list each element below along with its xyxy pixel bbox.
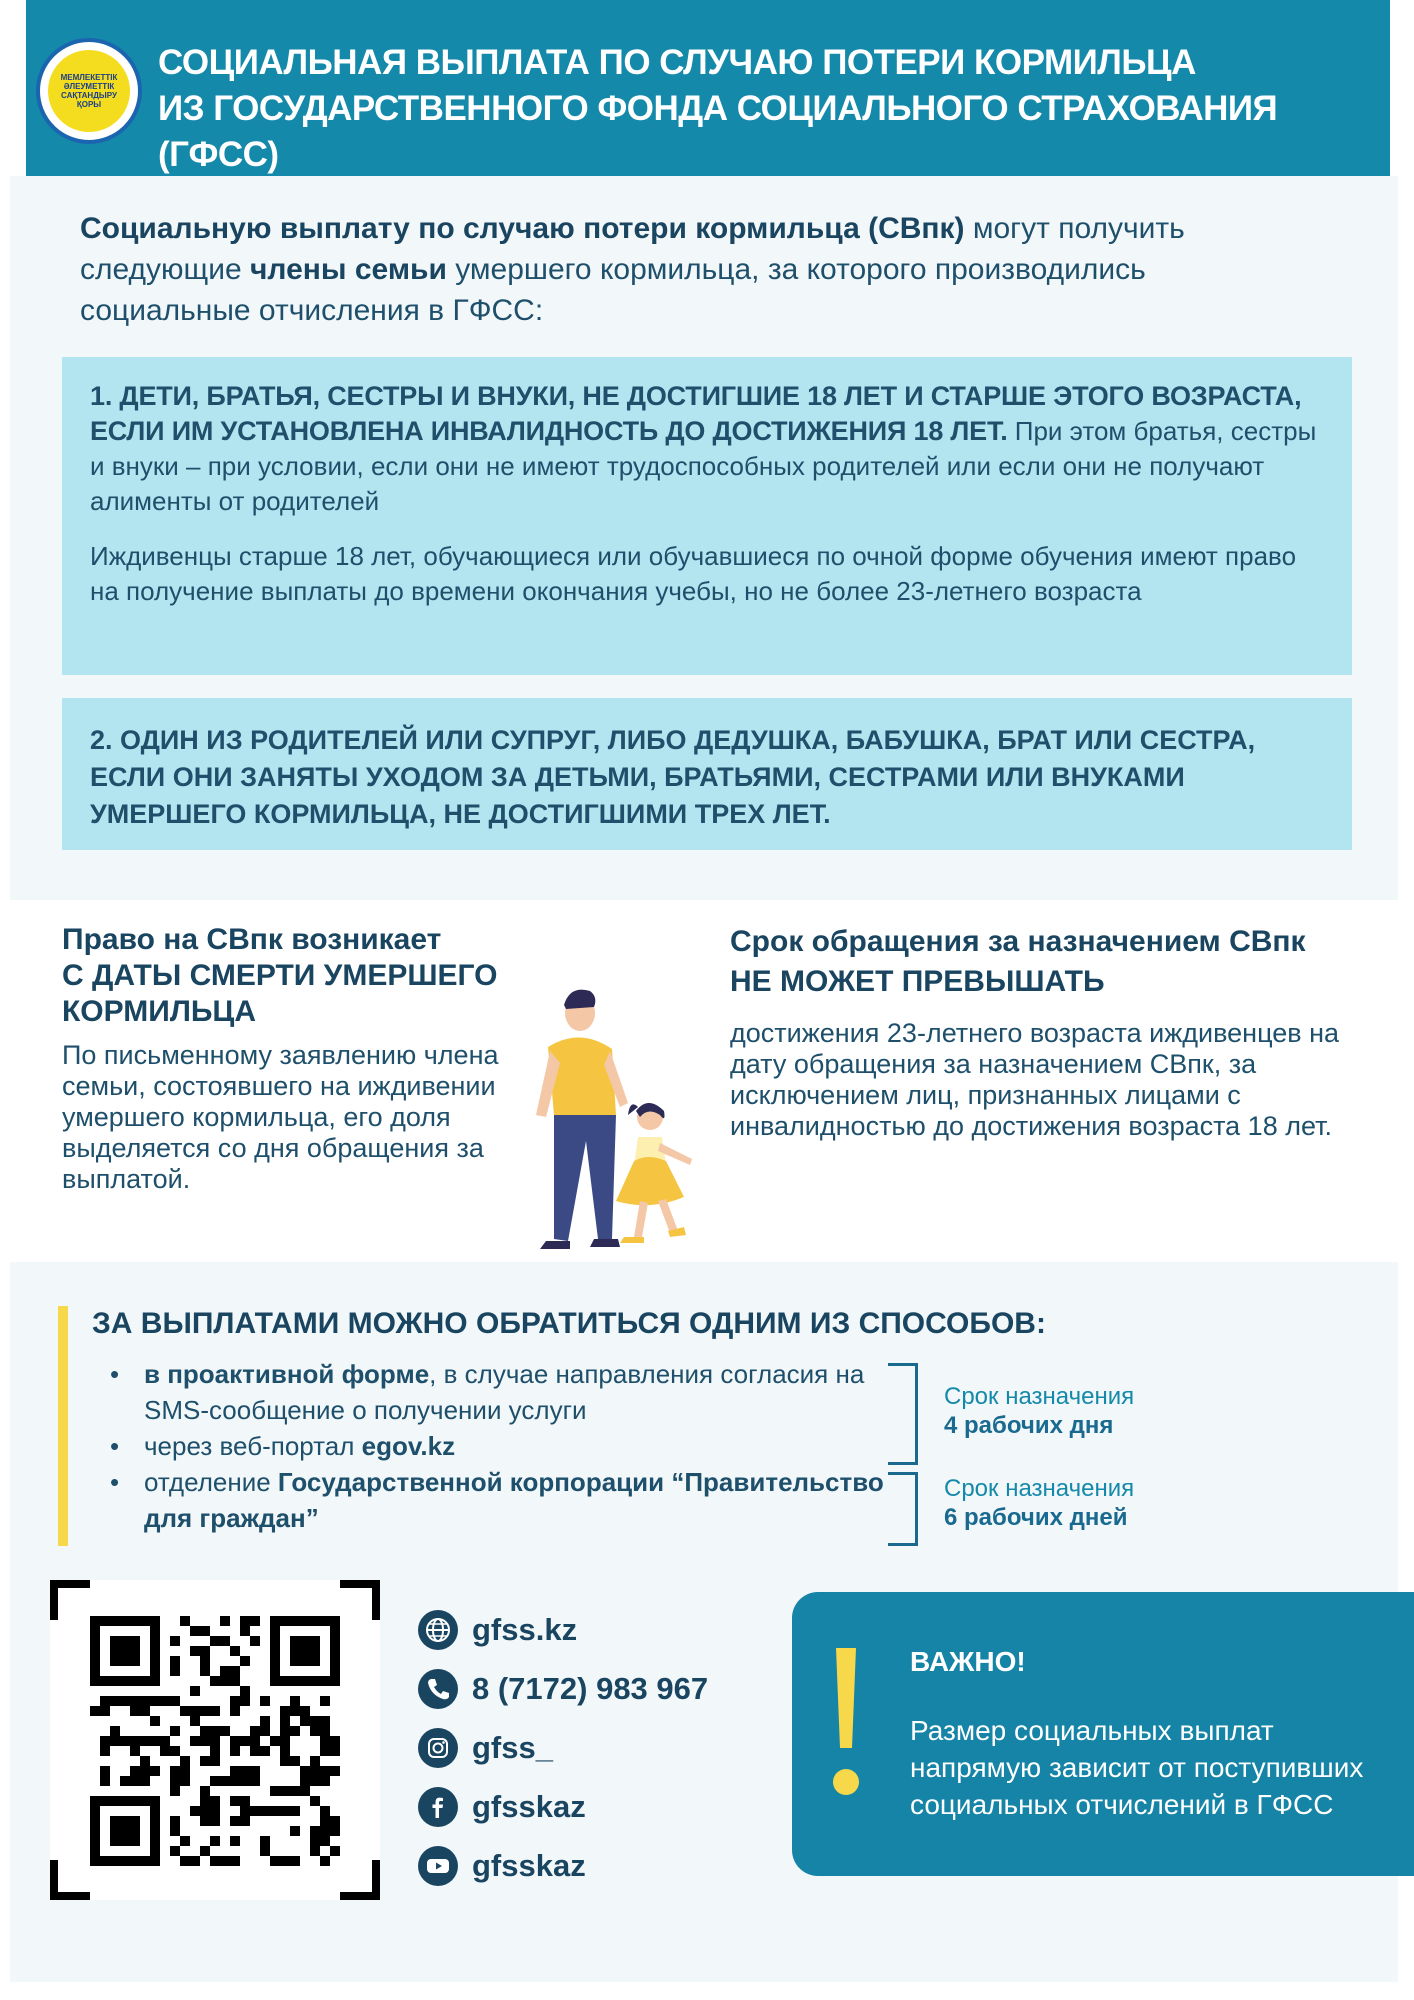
way1-bold: в проактивной форме (144, 1359, 430, 1389)
term-limit-text: достижения 23-летнего возраста иждивенцев на дату обращения за назначением СВпк, за исключением лиц, признанных лицами с инвалидностью до достижения возраста 18 лет. (730, 1018, 1340, 1141)
ways-title: ЗА ВЫПЛАТАМИ МОЖНО ОБРАТИТЬСЯ ОДНИМ ИЗ СПОСОБОВ: (92, 1307, 1046, 1340)
box1-rest: При этом братья, сестры и внуки – при условии, если они не имеют трудоспособных родителей или если они не получают алименты от родителей (90, 416, 1317, 516)
father-daughter-illustration (520, 965, 720, 1255)
instagram-text: gfss_ (472, 1729, 553, 1765)
term-4-days (944, 1382, 1134, 1440)
term-6-days (944, 1474, 1134, 1532)
contact-phone[interactable] (418, 1659, 708, 1718)
qr-code-image (50, 1580, 380, 1900)
title-line-1: СОЦИАЛЬНАЯ ВЫПЛАТА ПО СЛУЧАЮ ПОТЕРИ КОРМИЛЬЦА (158, 43, 1196, 82)
intro-bold-2: члены семьи (250, 253, 447, 286)
way2-bold: egov.kz (361, 1431, 456, 1461)
term2-label: Срок назначения (944, 1475, 1135, 1502)
right-origin-text: По письменному заявлению члена семьи, состоявшего на иждивении умершего кормильца, его доля выделяется со дня обращения за выплатой. (62, 1040, 499, 1194)
term-limit-heading-2: НЕ МОЖЕТ ПРЕВЫШАТЬ (730, 965, 1105, 998)
contact-instagram[interactable] (418, 1718, 708, 1777)
term2-value: 6 рабочих дней (944, 1504, 1128, 1531)
list-item (110, 1356, 910, 1428)
page-title (158, 40, 1388, 178)
right-origin-heading-2: С ДАТЫ СМЕРТИ УМЕРШЕГО КОРМИЛЬЦА (62, 959, 498, 1028)
term1-label: Срок назначения (944, 1383, 1135, 1410)
logo-text: МЕМЛЕКЕТТІК ӘЛЕУМЕТТІК САҚТАНДЫРУ ҚОРЫ (48, 50, 130, 132)
right-origin-heading (62, 922, 532, 1030)
way3-text: отделение (144, 1467, 278, 1497)
exclamation-icon (832, 1648, 860, 1798)
contact-site[interactable] (418, 1600, 708, 1659)
intro-text-2: умершего кормильца, за которого производились социальные отчисления в ГФСС: (80, 253, 1146, 327)
eligibility-box-2: 2. ОДИН ИЗ РОДИТЕЛЕЙ ИЛИ СУПРУГ, ЛИБО ДЕДУШКА, БАБУШКА, БРАТ ИЛИ СЕСТРА, ЕСЛИ ОНИ ЗАНЯТЫ УХОДОМ ЗА ДЕТЬМИ, БРАТЬЯМИ, СЕСТРАМИ ИЛИ ВНУКАМИ УМЕРШЕГО КОРМИЛЬЦА, НЕ ДОСТИГШИМИ ТРЕХ ЛЕТ. (62, 698, 1352, 850)
intro-text-1: могут получить следующие (80, 212, 1185, 286)
term-limit-heading-1: Срок обращения за назначением СВпк (730, 925, 1306, 958)
phone-text: 8 (7172) 983 967 (472, 1670, 709, 1706)
eligibility-box-1 (62, 357, 1352, 675)
box1-paragraph-1 (90, 379, 1324, 519)
intro-paragraph (80, 208, 1320, 331)
important-box (792, 1592, 1414, 1876)
facebook-icon (418, 1787, 458, 1827)
bracket-6-days (888, 1472, 918, 1546)
facebook-text: gfsskaz (472, 1788, 586, 1824)
contact-facebook[interactable] (418, 1777, 708, 1836)
globe-icon (418, 1610, 458, 1650)
way3-bold: Государственной корпорации “Правительство для граждан” (144, 1467, 884, 1533)
intro-bold-1: Социальную выплату по случаю потери кормильца (СВпк) (80, 212, 965, 245)
important-text: Размер социальных выплат напрямую зависит от поступивших социальных отчислений в ГФСС (910, 1715, 1364, 1820)
term1-value: 4 рабочих дня (944, 1412, 1114, 1439)
youtube-icon (418, 1846, 458, 1886)
list-item (110, 1428, 910, 1464)
contacts-list (418, 1600, 708, 1895)
list-item (110, 1464, 910, 1536)
contact-youtube[interactable] (418, 1836, 708, 1895)
important-title: ВАЖНО! (910, 1646, 1026, 1677)
way2-text: через веб-портал (144, 1431, 362, 1461)
box1-paragraph-2: Иждивенцы старше 18 лет, обучающиеся или обучавшиеся по очной форме обучения имеют право на получение выплаты до времени окончания учебы, но не более 23-летнего возраста (90, 541, 1297, 606)
phone-icon (418, 1669, 458, 1709)
way1-text: , в случае направления согласия на SMS-сообщение о получении услуги (144, 1359, 865, 1425)
site-text: gfss.kz (472, 1611, 578, 1647)
title-line-2: ИЗ ГОСУДАРСТВЕННОГО ФОНДА СОЦИАЛЬНОГО СТРАХОВАНИЯ (ГФСС) (158, 89, 1278, 174)
gfss-logo (36, 38, 142, 144)
qr-code[interactable] (50, 1580, 380, 1900)
bracket-4-days (888, 1363, 918, 1465)
term-limit-heading (730, 922, 1350, 1002)
right-origin-heading-1: Право на СВпк возникает (62, 923, 442, 956)
instagram-icon (418, 1728, 458, 1768)
box1-caps: 1. ДЕТИ, БРАТЬЯ, СЕСТРЫ И ВНУКИ, НЕ ДОСТИГШИЕ 18 ЛЕТ И СТАРШЕ ЭТОГО ВОЗРАСТА, ЕСЛИ ИМ УСТАНОВЛЕНА ИНВАЛИДНОСТЬ ДО ДОСТИЖЕНИЯ 18 ЛЕТ. (90, 381, 1302, 446)
header-banner (26, 0, 1390, 176)
youtube-text: gfsskaz (472, 1847, 586, 1883)
ways-list (110, 1356, 910, 1536)
accent-bar (58, 1306, 68, 1546)
